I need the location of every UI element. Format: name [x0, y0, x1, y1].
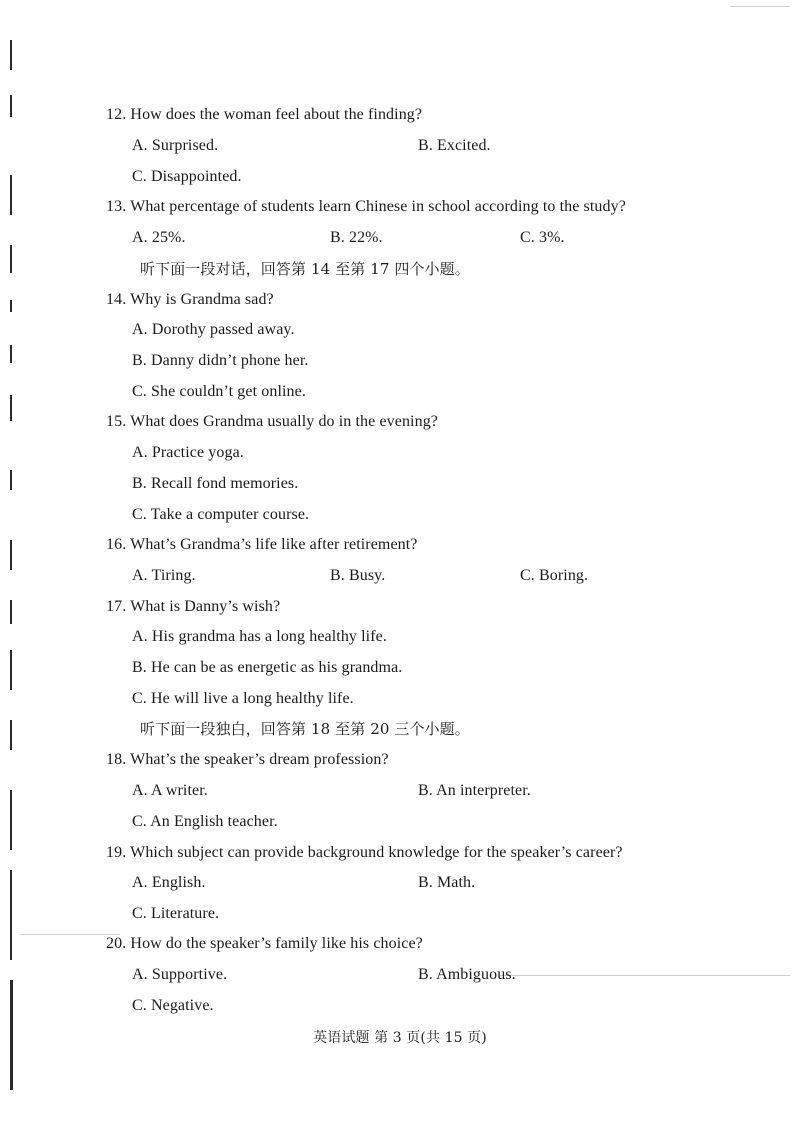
instruction-14-17: 听下面一段对话，回答第 14 至第 17 四个小题。	[140, 260, 470, 278]
question-16-stem: 16. What’s Grandma’s life like after retirement?	[106, 536, 418, 553]
question-12-option-a: A. Surprised.	[132, 137, 219, 154]
question-15-option-c: C. Take a computer course.	[132, 506, 310, 523]
question-15-stem: 15. What does Grandma usually do in the evening?	[106, 413, 438, 430]
question-16-option-c: C. Boring.	[520, 567, 589, 584]
question-17-option-a: A. His grandma has a long healthy life.	[132, 628, 387, 645]
question-13-option-a: A. 25%.	[132, 229, 186, 246]
question-15-option-b: B. Recall fond memories.	[132, 475, 299, 492]
question-12-option-b: B. Excited.	[418, 137, 491, 154]
page-footer: 英语试题 第 3 页(共 15 页)	[313, 1030, 487, 1046]
question-13-stem: 13. What percentage of students learn Chinese in school according to the study?	[106, 198, 626, 215]
question-17-option-c: C. He will live a long healthy life.	[132, 690, 354, 707]
question-14-option-a: A. Dorothy passed away.	[132, 321, 295, 338]
question-16-option-b: B. Busy.	[330, 567, 386, 584]
question-13-option-b: B. 22%.	[330, 229, 383, 246]
scan-artifact-rule	[730, 6, 790, 7]
question-12-stem: 12. How does the woman feel about the finding?	[106, 106, 423, 123]
question-14-option-b: B. Danny didn’t phone her.	[132, 352, 309, 369]
question-18-option-c: C. An English teacher.	[132, 813, 278, 830]
question-12-option-c: C. Disappointed.	[132, 168, 242, 185]
question-19-option-b: B. Math.	[418, 874, 476, 891]
question-16-option-a: A. Tiring.	[132, 567, 196, 584]
question-19-option-c: C. Literature.	[132, 905, 220, 922]
question-20-option-c: C. Negative.	[132, 997, 214, 1014]
question-20-option-a: A. Supportive.	[132, 966, 228, 983]
scan-artifact-rule	[500, 975, 790, 976]
question-18-stem: 18. What’s the speaker’s dream profession?	[106, 751, 389, 768]
question-13-option-c: C. 3%.	[520, 229, 565, 246]
question-20-option-b: B. Ambiguous.	[418, 966, 516, 983]
question-15-option-a: A. Practice yoga.	[132, 444, 244, 461]
question-18-option-b: B. An interpreter.	[418, 782, 531, 799]
question-17-option-b: B. He can be as energetic as his grandma.	[132, 659, 403, 676]
scan-edge-marks	[0, 0, 22, 1133]
scan-artifact-rule	[20, 934, 120, 935]
question-19-option-a: A. English.	[132, 874, 206, 891]
question-17-stem: 17. What is Danny’s wish?	[106, 598, 281, 615]
question-18-option-a: A. A writer.	[132, 782, 208, 799]
question-14-stem: 14. Why is Grandma sad?	[106, 291, 274, 308]
question-19-stem: 19. Which subject can provide background knowledge for the speaker’s career?	[106, 844, 623, 861]
question-14-option-c: C. She couldn’t get online.	[132, 383, 306, 400]
instruction-18-20: 听下面一段独白，回答第 18 至第 20 三个小题。	[140, 720, 470, 738]
question-20-stem: 20. How do the speaker’s family like his choice?	[106, 935, 423, 952]
